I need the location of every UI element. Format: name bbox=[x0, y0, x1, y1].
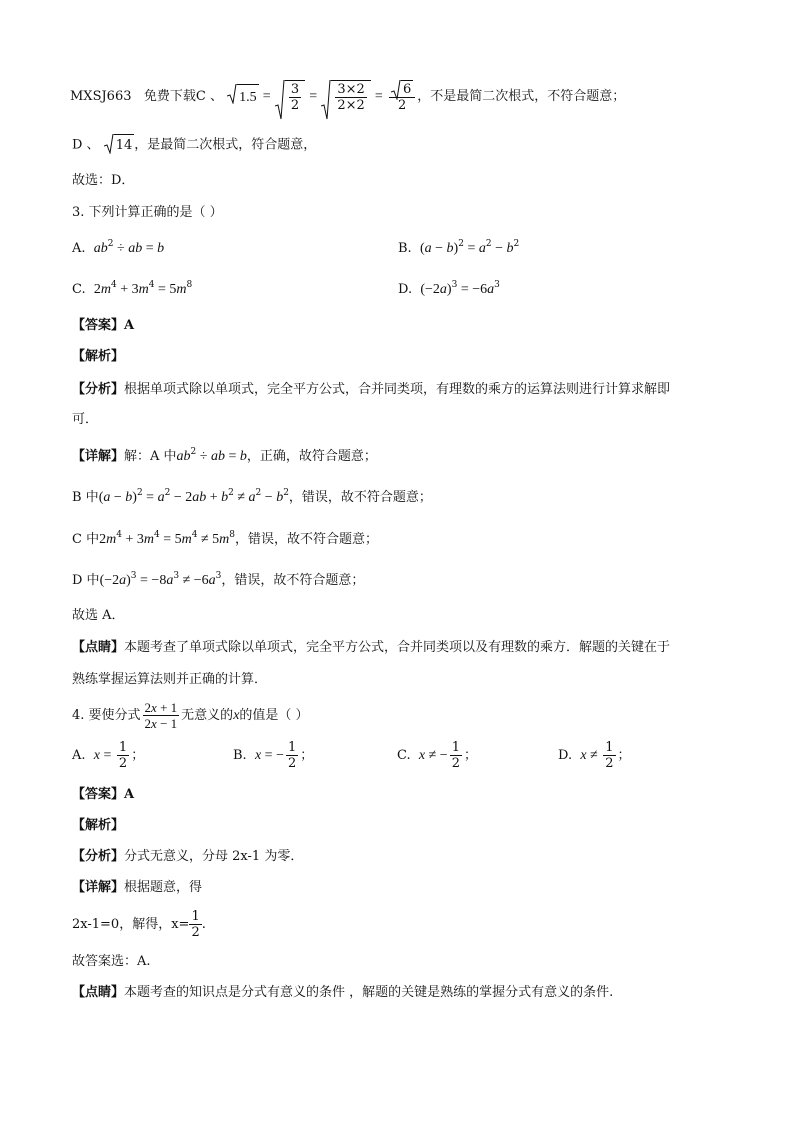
q3-detail-b-post: ，错误，故不符合题意； bbox=[288, 490, 432, 505]
q3-analysis-text: 根据单项式除以单项式，完全平方公式，合并同类项，有理数的乘方的运算法则进行计算求解即 bbox=[124, 382, 671, 397]
prev-d-line bbox=[72, 134, 316, 156]
q3-detail-c-post: ，错误，故不符合题意； bbox=[235, 532, 379, 547]
q3-detail-b: B 中$(a - b)^2 = a^2 - 2ab + b^2 \ne a^2 - b^2$，错误，故不符合题意； bbox=[72, 488, 432, 505]
q4-analysis bbox=[72, 847, 303, 867]
q4-option-d-label: D. bbox=[558, 748, 573, 763]
q3-detail-a-post: ，正确，故符合题意； bbox=[246, 449, 377, 464]
q4-option-a-label: A. bbox=[72, 748, 86, 763]
prev-c-text: ，不是最简二次根式，不符合题意； bbox=[417, 89, 626, 104]
q4-stem-end: 的值是（ ） bbox=[239, 708, 309, 723]
q4-analysis-text: 分式无意义，分母 2x-1 为零． bbox=[124, 849, 304, 864]
q4-solve: 2x-1=0，解得，x= $\frac{1}{2}$ . bbox=[72, 909, 206, 940]
q3-comment-text: 本题考查了单项式除以单项式，完全平方公式，合并同类项以及有理数的乘方．解题的关键在于 bbox=[124, 640, 671, 655]
q3-option-a-label: A. bbox=[72, 241, 86, 256]
q4-comment bbox=[72, 983, 613, 1003]
q3-choice: 故选 A． bbox=[72, 608, 125, 623]
q3-analysis bbox=[72, 380, 670, 400]
sqrt6-over-2: $\frac{6}{2}$ bbox=[389, 80, 415, 113]
q3-comment-tag: 【点睛】 bbox=[72, 640, 125, 655]
q3-detail-d: D 中$(-2a)^3 = -8a^3 \ne -6a^3$，错误，故不符合题意； bbox=[72, 571, 365, 588]
q3-stem: 3. 下列计算正确的是（ ） bbox=[72, 205, 223, 220]
q3-detail-tag: 【详解】 bbox=[72, 449, 125, 464]
q3-option-d-label: D. bbox=[398, 282, 413, 297]
sqrt-14: 14 bbox=[104, 134, 135, 156]
q4-stem-pre: 4. 要使分式 bbox=[72, 708, 141, 723]
q4-detail-tag: 【详解】 bbox=[72, 880, 125, 895]
q4-detail-text: 根据题意，得 bbox=[124, 880, 203, 895]
q3-detail-d-pre: D 中 bbox=[72, 573, 100, 588]
q3-answer: 【答案】A bbox=[72, 318, 135, 333]
q4-answer: 【答案】A bbox=[72, 787, 135, 802]
q3-option-c-label: C. bbox=[72, 282, 86, 297]
sqrt-3-over-2: $\frac{3}{2}$ bbox=[275, 80, 305, 113]
q4-solve-pre: 2x-1=0，解得，x= bbox=[72, 917, 190, 932]
option-c-label: C 、 bbox=[195, 89, 224, 104]
q3-comment-cont: 熟练掌握运算法则并正确的计算． bbox=[72, 672, 268, 687]
q4-stem-post: 无意义的 bbox=[181, 708, 234, 723]
q3-comment bbox=[72, 638, 670, 658]
prev-c-line: MXSJ663 免费下载C 、 1.5 = $\frac{3}{2}$ = $\frac{3\times 2}{2\times 2}$ = $\frac{6}{2}$ ，不是最简二次根式，不符合题意； bbox=[70, 80, 625, 113]
sqrt-6-over-4: $\frac{3\times 2}{2\times 2}$ bbox=[321, 80, 370, 113]
q4-option-c-label: C. bbox=[397, 748, 411, 763]
q4-analysis-tag: 【分析】 bbox=[72, 849, 125, 864]
free-download-text: 免费下载 bbox=[143, 89, 196, 104]
option-d-label: D 、 bbox=[72, 137, 100, 153]
sqrt-1-5: 1.5 bbox=[227, 84, 259, 110]
watermark-text: MXSJ663 bbox=[70, 89, 132, 104]
prev-choice: 故选：D． bbox=[72, 173, 135, 188]
q4-jiexi-tag: 【解析】 bbox=[72, 818, 125, 833]
q4-comment-tag: 【点睛】 bbox=[72, 985, 125, 1000]
q3-jiexi-tag: 【解析】 bbox=[72, 349, 125, 364]
q3-detail-c: C 中$2m^4 + 3m^4 = 5m^4 \ne 5m^8$，错误，故不符合题意； bbox=[72, 530, 379, 547]
q4-stem: 4. 要使分式 $\frac{2x + 1}{2x - 1}$ 无意义的x的值是（ ） bbox=[72, 700, 309, 731]
q3-analysis-cont: 可． bbox=[72, 412, 99, 427]
q4-detail bbox=[72, 878, 202, 898]
q3-detail-c-pre: C 中 bbox=[72, 532, 100, 547]
q3-option-b-label: B. bbox=[398, 241, 412, 256]
q4-comment-text: 本题考查的知识点是分式有意义的条件 ，解题的关键是熟练的掌握分式有意义的条件. bbox=[124, 985, 614, 1000]
q3-detail-b-pre: B 中 bbox=[72, 490, 99, 505]
q3-analysis-tag: 【分析】 bbox=[72, 382, 125, 397]
q3-detail-a-pre: 解：A 中 bbox=[124, 449, 177, 464]
q3-detail-d-post: ，错误，故不符合题意； bbox=[221, 573, 365, 588]
prev-d-text: ，是最简二次根式，符合题意， bbox=[134, 137, 317, 153]
q4-choice: 故答案选：A. bbox=[72, 954, 151, 969]
q4-fraction: $\frac{2x + 1}{2x - 1}$ bbox=[144, 700, 178, 731]
q4-option-b-label: B. bbox=[233, 748, 247, 763]
q3-detail-a: 【详解】解：A 中$ab^2$ ÷ ab = b，正确，故符合题意； bbox=[72, 447, 377, 464]
